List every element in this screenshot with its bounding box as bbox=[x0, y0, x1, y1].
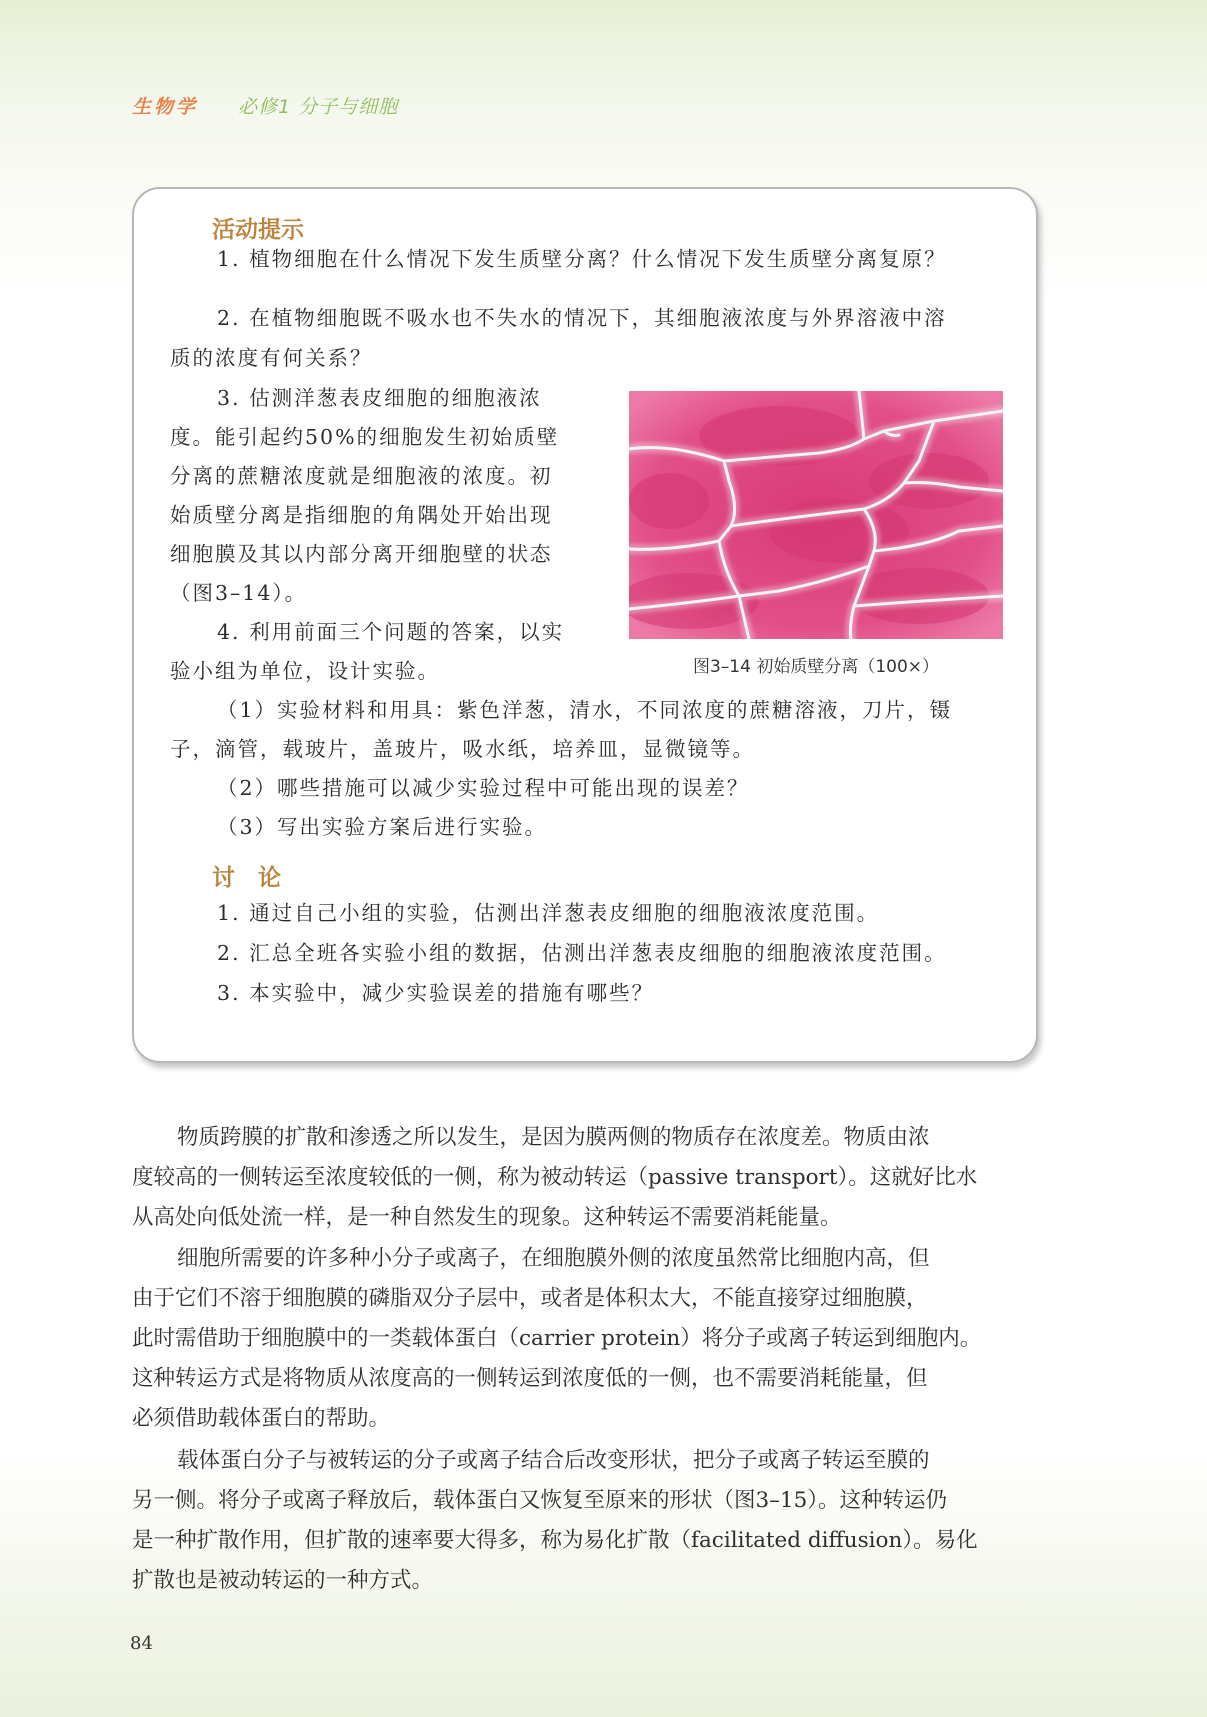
tip-line: 始质壁分离是指细胞的角隅处开始出现 bbox=[170, 503, 553, 527]
discussion-line: 1. 通过自己小组的实验，估测出洋葱表皮细胞的细胞液浓度范围。 bbox=[217, 901, 880, 925]
body-paragraph-line: 另一侧。将分子或离子释放后，载体蛋白又恢复至原来的形状（图3–15）。这种转运仍 bbox=[132, 1488, 948, 1513]
header-book-title: 必修1 分子与细胞 bbox=[238, 96, 399, 118]
tip-line: 分离的蔗糖浓度就是细胞液的浓度。初 bbox=[170, 464, 553, 488]
tip-line: 质的浓度有何关系？ bbox=[170, 346, 373, 370]
tip-line: 子，滴管，载玻片，盖玻片，吸水纸，培养皿，显微镜等。 bbox=[170, 737, 755, 761]
discussion-heading: 讨 论 bbox=[212, 865, 281, 891]
body-paragraph-line: 这种转运方式是将物质从浓度高的一侧转运到浓度低的一侧，也不需要消耗能量，但 bbox=[132, 1366, 928, 1391]
discussion-line: 3. 本实验中，减少实验误差的措施有哪些？ bbox=[217, 981, 655, 1005]
body-paragraph-line: 是一种扩散作用，但扩散的速率要大得多，称为易化扩散（facilitated diffusion）。易化 bbox=[132, 1528, 978, 1553]
body-paragraph-line: 载体蛋白分子与被转运的分子或离子结合后改变形状，把分子或离子转运至膜的 bbox=[177, 1448, 930, 1473]
tip-line: （3）写出实验方案后进行实验。 bbox=[217, 815, 548, 839]
body-paragraph-line: 此时需借助于细胞膜中的一类载体蛋白（carrier protein）将分子或离子转运到细胞内。 bbox=[132, 1326, 982, 1351]
tip-line: 细胞膜及其以内部分离开细胞壁的状态 bbox=[170, 542, 553, 566]
page-number: 84 bbox=[130, 1633, 153, 1654]
tip-line: 2. 在植物细胞既不吸水也不失水的情况下，其细胞液浓度与外界溶液中溶 bbox=[217, 306, 947, 330]
tip-line: 度。能引起约50%的细胞发生初始质壁 bbox=[170, 425, 560, 449]
body-paragraph-line: 由于它们不溶于细胞膜的磷脂双分子层中，或者是体积太大，不能直接穿过细胞膜， bbox=[132, 1286, 928, 1311]
body-paragraph-line: 扩散也是被动转运的一种方式。 bbox=[132, 1568, 434, 1593]
tip-line: 1. 植物细胞在什么情况下发生质壁分离？什么情况下发生质壁分离复原？ bbox=[217, 247, 947, 271]
running-header bbox=[132, 92, 398, 119]
body-paragraph-line: 细胞所需要的许多种小分子或离子，在细胞膜外侧的浓度虽然常比细胞内高，但 bbox=[177, 1246, 930, 1271]
body-paragraph-line: 物质跨膜的扩散和渗透之所以发生，是因为膜两侧的物质存在浓度差。物质由浓 bbox=[177, 1125, 930, 1150]
onion-cell-micrograph-graphic bbox=[629, 391, 1003, 639]
tip-line: （图3–14）。 bbox=[170, 581, 308, 605]
figure-caption: 图3–14 初始质壁分离（100×） bbox=[692, 657, 940, 677]
body-paragraph-line: 度较高的一侧转运至浓度较低的一侧，称为被动转运（passive transport）。这就好比水 bbox=[132, 1165, 978, 1190]
activity-box bbox=[132, 187, 1038, 1063]
onion-cell-micrograph bbox=[629, 391, 1003, 639]
tip-line: 验小组为单位，设计实验。 bbox=[170, 659, 440, 683]
activity-tips-heading: 活动提示 bbox=[212, 217, 304, 243]
body-paragraph-line: 从高处向低处流一样，是一种自然发生的现象。这种转运不需要消耗能量。 bbox=[132, 1205, 842, 1230]
tip-line: 4. 利用前面三个问题的答案，以实 bbox=[217, 620, 565, 644]
tip-line: （2）哪些措施可以减少实验过程中可能出现的误差？ bbox=[217, 776, 750, 800]
body-paragraph-line: 必须借助载体蛋白的帮助。 bbox=[132, 1406, 391, 1431]
discussion-line: 2. 汇总全班各实验小组的数据，估测出洋葱表皮细胞的细胞液浓度范围。 bbox=[217, 941, 947, 965]
tip-line: 3. 估测洋葱表皮细胞的细胞液浓 bbox=[217, 386, 542, 410]
header-subject: 生物学 bbox=[132, 96, 199, 118]
tip-line: （1）实验材料和用具：紫色洋葱，清水，不同浓度的蔗糖溶液，刀片，镊 bbox=[217, 698, 953, 722]
